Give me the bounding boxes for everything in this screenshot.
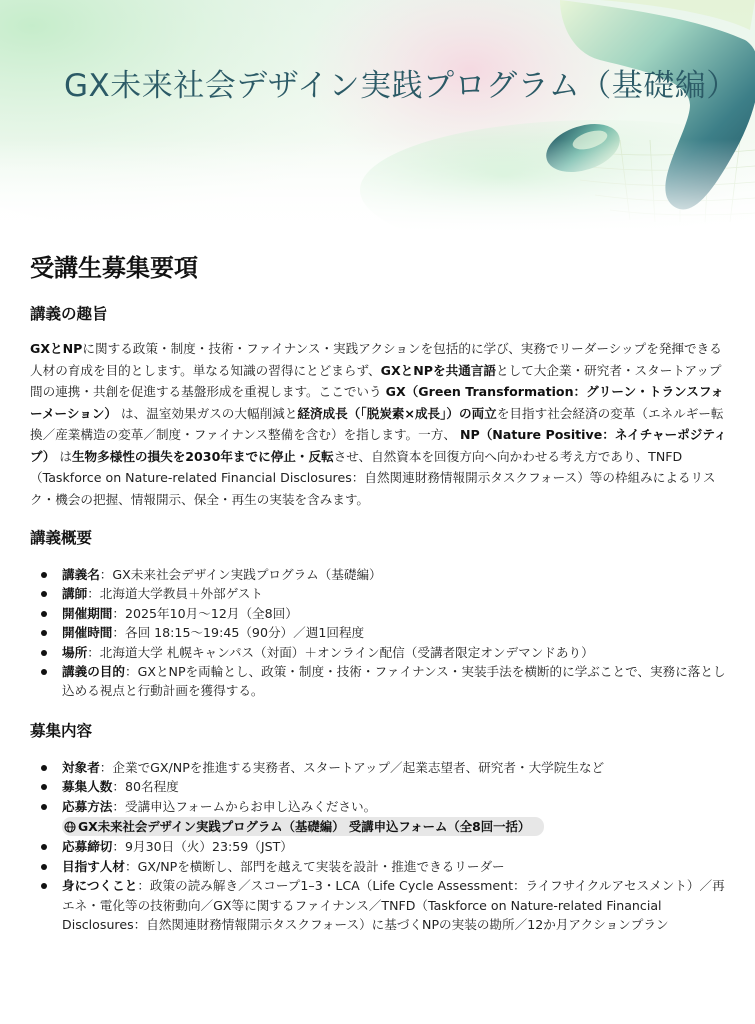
text-gx-definition: GX（Green Transformation：グリーン・トランスフォーメーション） bbox=[30, 384, 724, 421]
text-segment: は、温室効果ガスの大幅削減と bbox=[117, 405, 298, 421]
text-gx-np: GXとNP bbox=[30, 341, 83, 356]
list-item bbox=[30, 643, 730, 662]
item-label: 場所 bbox=[62, 644, 88, 660]
item-value: ：北海道大学 札幌キャンパス（対面）＋オンライン配信（受講者限定オンデマンドあり） bbox=[87, 644, 594, 660]
item-value: ：2025年10月〜12月（全8回） bbox=[112, 605, 298, 621]
item-value: ：北海道大学教員＋外部ゲスト bbox=[87, 586, 263, 602]
text-segment: に関する政策・制度・技術・ファイナンス・実践アクションを包括的に学び、実務でリーダーシップを発揮できる人材の育成を目的とします。単なる知識の習得にとどまらず、 bbox=[30, 341, 722, 378]
list-item bbox=[30, 876, 730, 934]
recruit-list bbox=[30, 758, 730, 935]
item-value: ：80名程度 bbox=[112, 779, 179, 795]
list-item bbox=[30, 837, 730, 856]
item-label: 開催時間 bbox=[62, 625, 113, 641]
item-label: 講師 bbox=[62, 586, 88, 602]
hero-decoration bbox=[0, 0, 755, 232]
item-value: ：GXとNPを両輪とし、政策・制度・技術・ファイナンス・実装手法を横断的に学ぶことで、実務に落とし込める視点と行動計画を獲得する。 bbox=[62, 664, 726, 699]
list-item bbox=[30, 662, 730, 701]
item-value: ：政策の読み解き／スコープ1–3・LCA（Life Cycle Assessment：ライフサイクルアセスメント）／再エネ・電化等の技術動向／GX等に関するファイナンス／TNFD（Taskforce on Nature-related Financial Disclosures：自然関連財務情報開示タスクフォース）に基づくNPの実装の勘所／12か月アクションプラン bbox=[62, 878, 725, 933]
overview-list bbox=[30, 565, 730, 701]
text-segment: を目指す社会経済の変革（エネルギー転換／産業構造の変革／制度・ファイナンス整備を含む）を指します。一方、 bbox=[30, 405, 724, 442]
item-label: 目指す人材 bbox=[62, 858, 125, 874]
item-label: 募集人数 bbox=[62, 779, 113, 795]
text-growth-balance: 経済成長（「脱炭素×成長」）の両立 bbox=[297, 405, 497, 421]
recruit-heading: 募集内容 bbox=[30, 721, 93, 740]
main-content bbox=[30, 244, 730, 935]
text-segment: させ、自然資本を回復方向へ向かわせる考え方であり、TNFD（Taskforce on Nature-related Financial Disclosures：自然関連財務情報開示タスクフォース）等の枠組みによるリスク・機会の把握、情報開示、保全・再生の実装を含みます。 bbox=[30, 448, 716, 507]
list-item bbox=[30, 584, 730, 603]
item-value: ：GX未来社会デザイン実践プログラム（基礎編） bbox=[99, 567, 382, 582]
item-value: ：受講申込フォームからお申し込みください。 bbox=[112, 798, 377, 814]
list-item bbox=[30, 777, 730, 796]
item-value: ：9月30日（火）23:59（JST） bbox=[112, 839, 293, 855]
text-np-definition: NP（Nature Positive：ネイチャーポジティブ） bbox=[30, 427, 727, 464]
text-segment: は bbox=[55, 448, 72, 464]
item-label: 応募締切 bbox=[62, 839, 113, 855]
list-item bbox=[30, 857, 730, 876]
application-form-label: GX未来社会デザイン実践プログラム（基礎編） 受講申込フォーム（全8回一括） bbox=[78, 819, 531, 835]
list-item bbox=[30, 797, 730, 816]
item-label: 対象者 bbox=[62, 759, 100, 775]
item-value: ：各回 18:15〜19:45（90分）／週1回程度 bbox=[112, 625, 365, 641]
item-label: 講義の目的 bbox=[62, 664, 125, 680]
item-label: 開催期間 bbox=[62, 605, 113, 621]
form-link-row bbox=[30, 817, 730, 836]
program-title: GX未来社会デザイン実践プログラム（基礎編） bbox=[64, 68, 738, 104]
hero-banner bbox=[0, 0, 755, 232]
purpose-text bbox=[30, 338, 730, 510]
overview-heading: 講義概要 bbox=[30, 529, 93, 547]
item-label: 講義名 bbox=[62, 567, 100, 582]
text-biodiversity-goal: 生物多様性の損失を2030年までに停止・反転 bbox=[71, 448, 334, 464]
list-item bbox=[30, 623, 730, 642]
list-item bbox=[30, 604, 730, 623]
page-heading: 受講生募集要項 bbox=[30, 254, 198, 282]
text-segment: として大企業・研究者・スタートアップ間の連携・共創を促進する基盤形成を重視します。ここでいう bbox=[30, 362, 722, 399]
item-value: ：企業でGX/NPを推進する実務者、スタートアップ／起業志望者、研究者・大学院生など bbox=[99, 759, 605, 775]
application-form-link[interactable] bbox=[62, 817, 544, 836]
purpose-heading: 講義の趣旨 bbox=[30, 305, 108, 323]
item-label: 身につくこと bbox=[62, 878, 138, 894]
item-label: 応募方法 bbox=[62, 798, 113, 814]
list-item bbox=[30, 565, 730, 584]
text-common-language: GXとNPを共通言語 bbox=[380, 362, 496, 378]
list-item bbox=[30, 758, 730, 777]
globe-icon bbox=[64, 821, 76, 833]
item-value: ：GX/NPを横断し、部門を越えて実装を設計・推進できるリーダー bbox=[124, 858, 505, 874]
